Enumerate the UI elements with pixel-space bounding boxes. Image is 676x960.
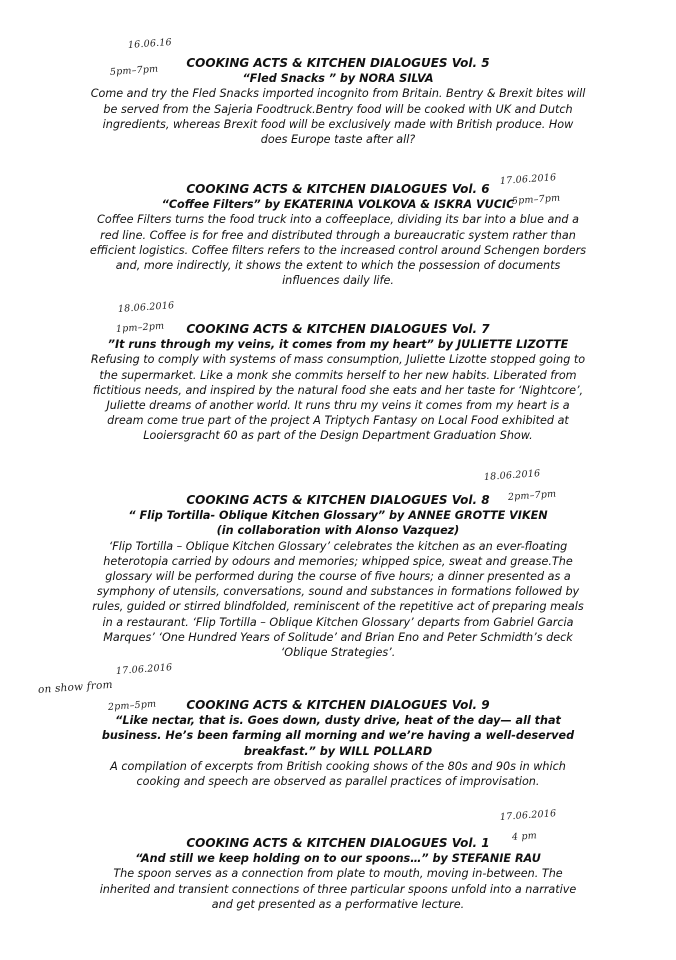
entry-description: Refusing to comply with systems of mass consumption, Juliette Lizotte stopped going to the supermarket. Like a monk she commits herself to her new habits. Liberated from fictitious needs, and inspired by the natural food she eats and her taste for ‘Nightcore’, Juliette dreams of another world. It runs thru my veins it comes from my heart is a dream come true part of the project A Triptych Fantasy on Local Food exhibited at Looiersgracht 60 as part of the Design Department Graduation Show. (90, 353, 586, 443)
entry-title: COOKING ACTS & KITCHEN DIALOGUES Vol. 5 (186, 56, 490, 70)
entry-description: A compilation of excerpts from British cooking shows of the 80s and 90s in which cooking and speech are observed as parallel practices of improvisation. (110, 759, 566, 789)
entry-title: COOKING ACTS & KITCHEN DIALOGUES Vol. 9 (186, 698, 490, 712)
handwritten-time-vol7: 1pm–2pm (115, 320, 165, 335)
entry-title: COOKING ACTS & KITCHEN DIALOGUES Vol. 8 (186, 493, 490, 507)
handwritten-date-vol9: 17.06.2016 (115, 662, 173, 677)
handwritten-time-vol9: 2pm–5pm (107, 698, 157, 713)
entry-vol7 (88, 322, 588, 444)
entry-subtitle: “Fled Snacks ” by NORA SILVA (242, 72, 434, 86)
entry-title: COOKING ACTS & KITCHEN DIALOGUES Vol. 1 (186, 836, 490, 850)
entry-description: Coffee Filters turns the food truck into a coffeeplace, dividing its bar into a blue and a red line. Coffee is for free and distributed through a bureaucratic system rather than efficient logistics. Coffee filters refers to the increased control around Schengen borders and, more indirectly, it shows the extent to which the possession of documents influences daily life. (89, 213, 587, 288)
handwritten-date-vol1: 17.06.2016 (499, 808, 557, 823)
entry-collaboration: (in collaboration with Alonso Vazquez) (216, 524, 460, 538)
entry-subtitle: ”It runs through my veins, it comes from my heart” by JULIETTE LIZOTTE (107, 338, 569, 352)
entry-vol1 (88, 836, 588, 912)
entry-vol9 (88, 698, 588, 789)
entry-description: Come and try the Fled Snacks imported incognito from Britain. Bentry & Brexit bites will be served from the Sajeria Foodtruck.Bentry food will be cooked with UK and Dutch ingredients, whereas Brexit food will be exclusively made with British produce. How does Europe taste after all? (90, 87, 586, 147)
handwritten-time-vol5: 5pm–7pm (109, 63, 159, 78)
handwritten-time-vol8: 2pm–7pm (507, 488, 557, 503)
entry-subtitle: “Coffee Filters” by EKATERINA VOLKOVA & ISKRA VUCIC (161, 198, 515, 212)
entry-description: ‘Flip Tortilla – Oblique Kitchen Glossary’ celebrates the kitchen as an ever-floating heterotopia carried by odours and memories; whipped spice, sweat and grease.The glossary will be performed during the course of five hours; a dinner presented as a symphony of utensils, conversations, sound and substances in formations followed by rules, guided or stirred blindfolded, reminiscent of the repetitive act of preparing meals in a restaurant. ‘Flip Tortilla – Oblique Kitchen Glossary’ departs from Gabriel Garcia Marques’ ‘One Hundred Years of Solitude’ and Brian Eno and Peter Schmidth’s deck ‘Oblique Strategies’. (92, 539, 584, 660)
handwritten-date-vol6: 17.06.2016 (499, 172, 557, 187)
entry-title: COOKING ACTS & KITCHEN DIALOGUES Vol. 7 (186, 322, 490, 336)
handwritten-date-vol7: 18.06.2016 (117, 300, 175, 315)
entry-subtitle: “Like nectar, that is. Goes down, dusty drive, heat of the day— all that business. He’s been farming all morning and we’re having a well-deserved breakfast.” by WILL POLLARD (101, 714, 575, 758)
handwritten-date-vol5: 16.06.16 (127, 36, 173, 51)
entry-vol6 (88, 182, 588, 288)
handwritten-time-vol6: 5pm–7pm (511, 192, 561, 207)
entry-subtitle: “ Flip Tortilla- Oblique Kitchen Glossary” by ANNEE GROTTE VIKEN (128, 509, 548, 523)
entry-subtitle: “And still we keep holding on to our spoons…” by STEFANIE RAU (135, 852, 541, 866)
entry-vol5 (88, 56, 588, 147)
entry-description: The spoon serves as a connection from plate to mouth, moving in-between. The inherited and transient connections of three particular spoons unfold into a narrative and get presented as a performative lecture. (99, 867, 577, 911)
handwritten-time-vol1: 4 pm (511, 830, 538, 843)
entry-title: COOKING ACTS & KITCHEN DIALOGUES Vol. 6 (186, 182, 490, 196)
handwritten-date-vol8: 18.06.2016 (483, 468, 541, 483)
entry-vol8 (88, 493, 588, 660)
handwritten-on-show-from: on show from (37, 678, 114, 696)
